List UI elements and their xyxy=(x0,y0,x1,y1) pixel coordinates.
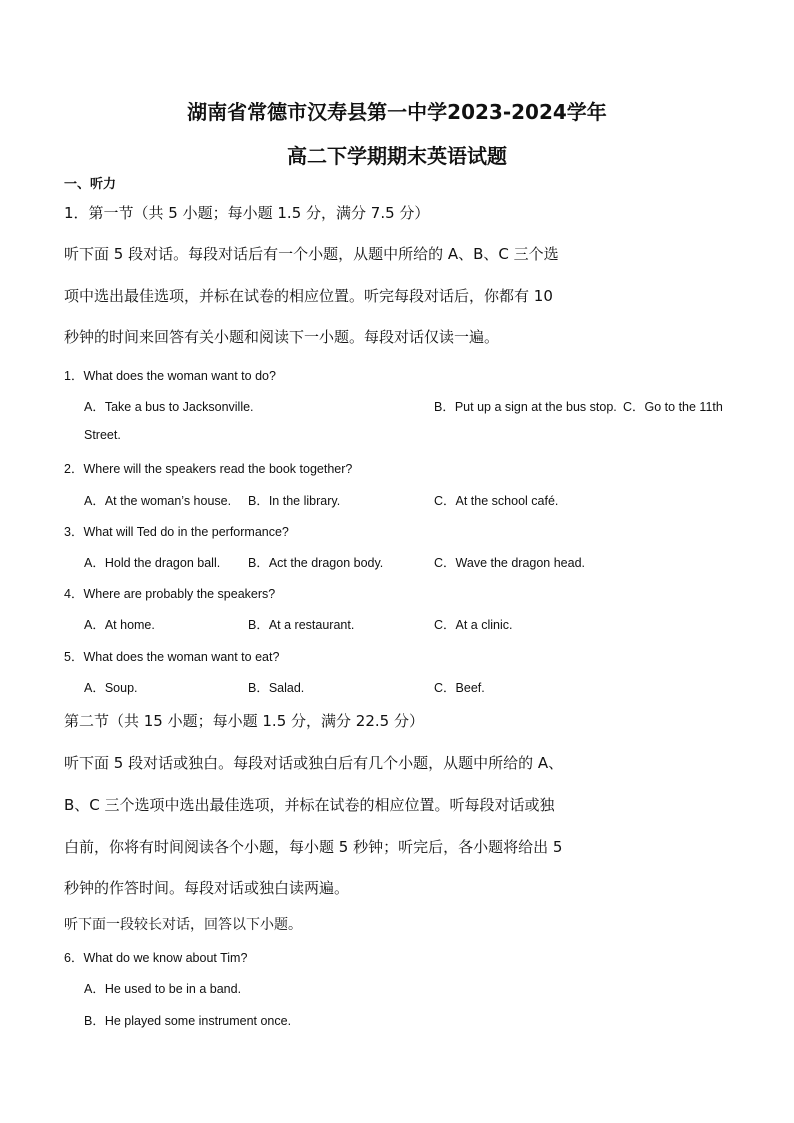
option-b: B．He played some instrument once. xyxy=(84,1014,292,1028)
option-c: C．At a clinic. xyxy=(434,618,513,632)
option-b: B．In the library. xyxy=(248,494,341,508)
part2-instruction-line: 听下面 5 段对话或独白。每段对话或独白后有几个小题，从题中所给的 A、 xyxy=(64,754,564,772)
option-b: B．Salad. xyxy=(248,681,305,695)
option-a: A．At home. xyxy=(84,618,155,632)
option-a: A．Hold the dragon ball. xyxy=(84,556,221,570)
question-stem: 4．Where are probably the speakers? xyxy=(64,587,276,601)
part2-instruction-line: 白前，你将有时间阅读各个小题，每小题 5 秒钟；听完后，各小题将给出 5 xyxy=(64,838,563,856)
option-b: B．Put up a sign at the bus stop. xyxy=(434,400,617,414)
option-c: C．Beef. xyxy=(434,681,485,695)
question-stem: 2．Where will the speakers read the book together? xyxy=(64,462,353,476)
part2-instruction-line: B、C 三个选项中选出最佳选项，并标在试卷的相应位置。听每段对话或独 xyxy=(64,796,555,814)
option-b: B．Act the dragon body. xyxy=(248,556,384,570)
question-stem: 3．What will Ted do in the performance? xyxy=(64,525,289,539)
option-a: A．Take a bus to Jacksonville. xyxy=(84,400,254,414)
option-b: B．At a restaurant. xyxy=(248,618,355,632)
option-c: C．At the school café. xyxy=(434,494,559,508)
part1-instruction-line: 项中选出最佳选项，并标在试卷的相应位置。听完每段对话后，你都有 10 xyxy=(64,287,553,305)
part1-instruction-line: 秒钟的时间来回答有关小题和阅读下一小题。每段对话仅读一遍。 xyxy=(64,328,500,346)
part2-instruction-line: 秒钟的作答时间。每段对话或独白读两遍。 xyxy=(64,879,350,897)
question-stem: 6．What do we know about Tim? xyxy=(64,951,248,965)
option-a: A．He used to be in a band. xyxy=(84,982,242,996)
page-subtitle: 高二下学期期末英语试题 xyxy=(287,144,507,168)
part1-instruction-line: 听下面 5 段对话。每段对话后有一个小题，从题中所给的 A、B、C 三个选 xyxy=(64,245,559,263)
option-c-continued: Street. xyxy=(84,428,121,442)
page-title: 湖南省常德市汉寿县第一中学2023-2024学年 xyxy=(187,100,607,124)
part2-lead: 听下面一段较长对话，回答以下小题。 xyxy=(64,917,302,933)
part1-header: 1．第一节（共 5 小题；每小题 1.5 分，满分 7.5 分） xyxy=(64,204,430,222)
question-stem: 5．What does the woman want to eat? xyxy=(64,650,280,664)
part2-header: 第二节（共 15 小题；每小题 1.5 分，满分 22.5 分） xyxy=(64,712,424,730)
option-a: A．At the woman’s house. xyxy=(84,494,232,508)
section-heading: 一、听力 xyxy=(64,177,117,192)
option-c: C．Go to the 11th xyxy=(623,400,723,414)
option-c: C．Wave the dragon head. xyxy=(434,556,586,570)
question-stem: 1．What does the woman want to do? xyxy=(64,369,276,383)
option-a: A．Soup. xyxy=(84,681,138,695)
